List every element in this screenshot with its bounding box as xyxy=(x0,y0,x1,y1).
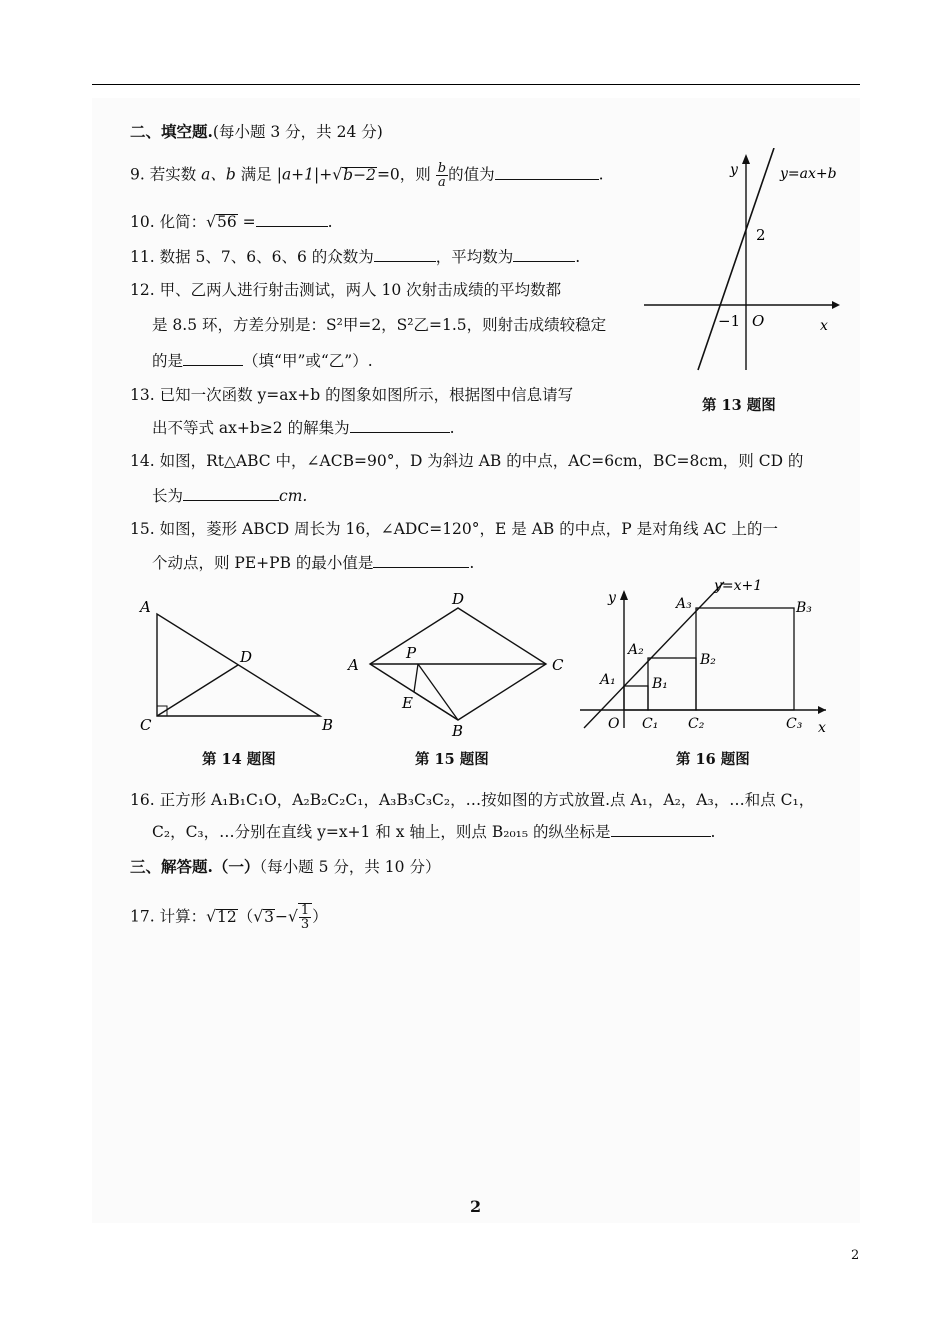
point-c2-label: C₂ xyxy=(688,716,705,732)
section2-title: 二、填空题. xyxy=(130,122,213,141)
answer-blank-11b[interactable] xyxy=(513,261,575,262)
vertex-d-label: D xyxy=(452,590,465,608)
segment-pb xyxy=(418,664,458,720)
answer-blank-12[interactable] xyxy=(183,365,243,366)
root-label: −1 xyxy=(718,312,741,330)
section3-heading xyxy=(130,855,440,877)
question-13-line1: 13. 已知一次函数 y=ax+b 的图象如图所示，根据图中信息请写 xyxy=(130,386,574,404)
fraction-b-over-a: $\frac{b}{a}$ xyxy=(437,161,447,190)
figure-15 xyxy=(342,588,572,740)
vertex-d-label: D xyxy=(240,648,253,666)
point-c1-label: C₁ xyxy=(642,716,659,732)
figure-13-caption: 第 13 题图 xyxy=(702,397,776,414)
sqrt-12: 12 xyxy=(216,907,237,926)
section3-title: 三、解答题.（一） xyxy=(130,857,260,876)
question-15-line2: 个动点，则 PE+PB 的最小值是 . xyxy=(152,554,475,572)
abs-value: |a+1| xyxy=(276,165,320,184)
question-11: 11. 数据 5、7、6、6、6 的众数为 ，平均数为 . xyxy=(130,248,581,266)
vertex-a-label: A xyxy=(348,656,359,674)
answer-blank-9[interactable] xyxy=(495,179,599,180)
origin-label: O xyxy=(608,716,620,732)
answer-blank-16[interactable] xyxy=(611,836,711,837)
figure-16-caption: 第 16 题图 xyxy=(676,751,750,768)
vertex-a-label: A xyxy=(140,598,151,616)
y-axis-arrow-icon xyxy=(742,154,750,164)
vertex-c-label: C xyxy=(552,656,564,674)
line-label: y=x+1 xyxy=(714,578,763,594)
sqrt-56: 56 xyxy=(216,213,237,231)
point-b3-label: B₃ xyxy=(796,600,812,616)
page-number: 2 xyxy=(470,1197,482,1216)
question-16-line1: 16. 正方形 A₁B₁C₁O，A₂B₂C₂C₁，A₃B₃C₃C₂，…按如图的方式放置.点 A₁，A₂，A₃，…和点 C₁， xyxy=(130,791,815,809)
point-p-label: P xyxy=(406,644,417,662)
sqrt-one-third: $\frac{1}{3}$ xyxy=(298,903,312,931)
question-12-line2: 是 8.5 环，方差分别是：S²甲=2，S²乙=1.5，则射击成绩较稳定 xyxy=(152,316,607,334)
vertex-b-label: B xyxy=(322,716,334,734)
y-axis-label: y xyxy=(730,162,738,178)
point-e-label: E xyxy=(402,694,413,712)
question-15-line1: 15. 如图，菱形 ABCD 周长为 16，∠ADC=120°，E 是 AB 的中点，P 是对角线 AC 上的一 xyxy=(130,520,778,538)
intercept-label: 2 xyxy=(756,226,766,244)
vertex-c-label: C xyxy=(140,716,152,734)
answer-blank-14[interactable] xyxy=(183,500,279,501)
figure-14-caption: 第 14 题图 xyxy=(202,751,276,768)
question-17: 17. 计算：√12（√3−√ $\frac{1}{3}$ ） xyxy=(130,903,328,932)
vertex-b-label: B xyxy=(452,722,464,740)
question-10: 10. 化简：√56 = . xyxy=(130,213,333,231)
y-axis-arrow-icon xyxy=(620,590,628,600)
segment-pe xyxy=(414,664,418,692)
sqrt-3: 3 xyxy=(264,907,274,926)
point-c3-label: C₃ xyxy=(786,716,803,732)
header-rule xyxy=(92,84,860,85)
segment-cd xyxy=(157,665,238,716)
figure-13 xyxy=(636,148,850,378)
y-axis-label: y xyxy=(608,590,616,606)
section2-note: (每小题 3 分，共 24 分) xyxy=(212,123,383,141)
question-13-line2: 出不等式 ax+b≥2 的解集为 . xyxy=(152,419,455,437)
x-axis-label: x xyxy=(820,318,828,334)
section3-note: （每小题 5 分，共 10 分） xyxy=(259,858,441,876)
line-label: y=ax+b xyxy=(780,166,837,182)
point-a3-label: A₃ xyxy=(676,596,692,612)
origin-label: O xyxy=(752,312,765,330)
answer-blank-10[interactable] xyxy=(256,226,328,227)
point-a1-label: A₁ xyxy=(600,672,616,688)
x-axis-arrow-icon xyxy=(818,706,826,714)
x-axis-label: x xyxy=(818,720,826,736)
figure-16 xyxy=(574,574,840,744)
square-1 xyxy=(624,686,648,710)
answer-blank-13[interactable] xyxy=(350,432,450,433)
figure-15-caption: 第 15 题图 xyxy=(415,751,489,768)
figure-14 xyxy=(136,594,346,738)
question-12-line3: 的是 （填“甲”或“乙”）. xyxy=(152,352,373,370)
function-line xyxy=(698,148,774,370)
question-14-line1: 14. 如图，Rt△ABC 中，∠ACB=90°，D 为斜边 AB 的中点，AC=6cm，BC=8cm，则 CD 的 xyxy=(130,452,804,470)
question-12-line1: 12. 甲、乙两人进行射击测试，两人 10 次射击成绩的平均数都 xyxy=(130,281,562,299)
segment-eb xyxy=(414,692,458,720)
footer-page-number: 2 xyxy=(851,1248,860,1263)
answer-blank-11a[interactable] xyxy=(374,261,436,262)
sqrt-expression: b−2 xyxy=(343,165,376,184)
section2-heading xyxy=(130,120,383,142)
question-14-line2: 长为 cm. xyxy=(152,487,308,505)
point-a2-label: A₂ xyxy=(628,642,644,658)
question-9: 9. 若实数 a、b 满足 |a+1|+√b−2=0，则 $\frac{b}{a}$ 的值为 . xyxy=(130,161,604,190)
answer-blank-15[interactable] xyxy=(373,567,469,568)
point-b2-label: B₂ xyxy=(700,652,716,668)
x-axis-arrow-icon xyxy=(832,301,840,309)
question-16-line2: C₂，C₃，…分别在直线 y=x+1 和 x 轴上，则点 B₂₀₁₅ 的纵坐标是 . xyxy=(152,823,716,841)
point-b1-label: B₁ xyxy=(652,676,668,692)
